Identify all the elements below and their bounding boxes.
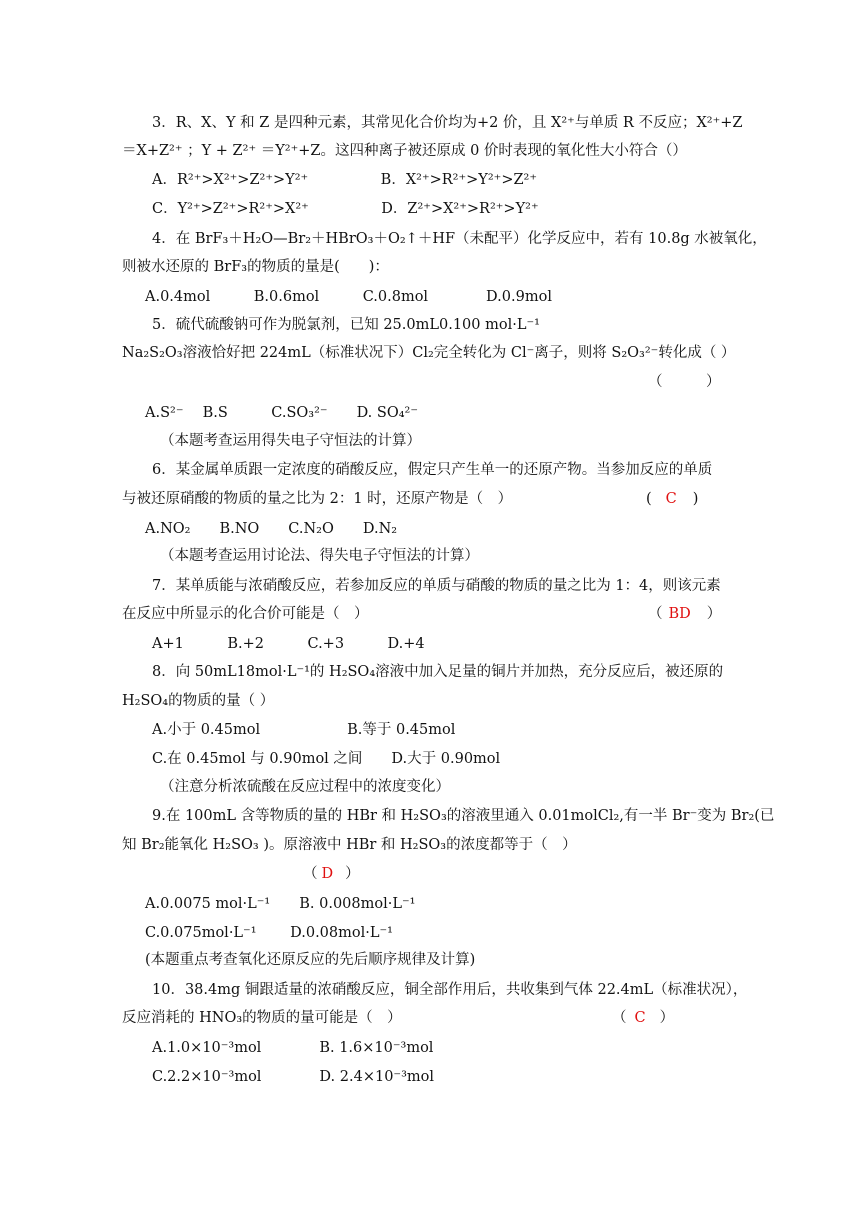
q7-stem-line2: 在反应中所显示的化合价可能是（ ） <box>122 606 369 622</box>
q3-options-ab: A．R²⁺>X²⁺>Z²⁺>Y²⁺ B．X²⁺>R²⁺>Y²⁺>Z²⁺ <box>152 172 538 188</box>
q9-options-ab: A.0.0075 mol·L⁻¹ B. 0.008mol·L⁻¹ <box>145 896 416 912</box>
q10-answer-open: （ <box>612 1010 627 1026</box>
q9-answer-value: D <box>321 866 334 882</box>
q6-answer-close: ) <box>692 491 699 507</box>
q10-answer <box>612 1008 674 1028</box>
q7-answer-close: ） <box>706 606 722 622</box>
q6-stem-line1: 6．某金属单质跟一定浓度的硝酸反应，假定只产生单一的还原产物。当参加反应的单质 <box>152 462 713 478</box>
q6-answer-value: C <box>665 491 677 507</box>
q8-stem-line2: H₂SO₄的物质的量（ ） <box>122 693 275 709</box>
q8-options-cd: C.在 0.45mol 与 0.90mol 之间 D.大于 0.90mol <box>152 751 501 767</box>
q10-stem-line2: 反应消耗的 HNO₃的物质的量可能是（ ） <box>122 1010 402 1026</box>
q4-stem-line2: 则被水还原的 BrF₃的物质的量是( )： <box>122 259 389 275</box>
q5-answer-blank: （ ） <box>648 374 721 390</box>
q4-stem-line1: 4．在 BrF₃＋H₂O—Br₂＋HBrO₃＋O₂↑＋HF（未配平）化学反应中，若有 10.8g 水被氧化， <box>152 231 767 247</box>
q6-stem-line2: 与被还原硝酸的物质的量之比为 2：1 时，还原产物是（ ） <box>122 491 513 507</box>
q9-stem-line2: 知 Br₂能氧化 H₂SO₃ )。原溶液中 HBr 和 H₂SO₃的浓度都等于（ ） <box>122 837 577 853</box>
q9-stem-line1: 9.在 100mL 含等物质的量的 HBr 和 H₂SO₃的溶液里通入 0.01molCl₂,有一半 Br⁻变为 Br₂(已 <box>152 808 775 824</box>
q8-stem-line1: 8．向 50mL18mol·L⁻¹的 H₂SO₄溶液中加入足量的铜片并加热，充分反应后，被还原的 <box>152 664 724 680</box>
q9-note: (本题重点考查氧化还原反应的先后顺序规律及计算) <box>145 952 476 968</box>
q9-options-cd: C.0.075mol·L⁻¹ D.0.08mol·L⁻¹ <box>145 925 393 941</box>
q5-stem-line2: Na₂S₂O₃溶液恰好把 224mL（标准状况下）Cl₂完全转化为 Cl⁻离子，则将 S₂O₃²⁻转化成（ ） <box>122 345 736 361</box>
q9-answer-close: ） <box>345 866 360 882</box>
q6-answer-open: ( <box>646 491 652 507</box>
q10-answer-close: ） <box>659 1010 675 1026</box>
q10-options-ab: A.1.0×10⁻³mol B. 1.6×10⁻³mol <box>152 1040 434 1056</box>
q4-options: A.0.4mol B.0.6mol C.0.8mol D.0.9mol <box>145 289 552 305</box>
q6-options: A.NO₂ B.NO C.N₂O D.N₂ <box>145 521 398 537</box>
q6-answer <box>646 489 698 509</box>
q8-options-ab: A.小于 0.45mol B.等于 0.45mol <box>152 722 456 738</box>
q3-stem-line2: ＝X+Z²⁺ ；Y + Z²⁺ ＝Y²⁺+Z。这四种离子被还原成 0 价时表现的氧化性大小符合（） <box>122 143 687 159</box>
q9-answer <box>303 864 360 884</box>
q5-note: （本题考查运用得失电子守恒法的计算） <box>160 433 421 449</box>
q5-options: A.S²⁻ B.S C.SO₃²⁻ D. SO₄²⁻ <box>145 405 419 421</box>
q7-stem-line1: 7．某单质能与浓硝酸反应，若参加反应的单质与硝酸的物质的量之比为 1：4，则该元素 <box>152 578 721 594</box>
q10-stem-line1: 10．38.4mg 铜跟适量的浓硝酸反应，铜全部作用后，共收集到气体 22.4mL（标准状况）， <box>152 982 748 998</box>
q8-note: （注意分析浓硫酸在反应过程中的浓度变化） <box>160 779 450 795</box>
q10-answer-value: C <box>634 1010 646 1026</box>
q7-options: A+1 B.+2 C.+3 D.+4 <box>152 636 425 652</box>
q3-stem-line1: 3．R、X、Y 和 Z 是四种元素，其常见化合价均为+2 价，且 X²⁺与单质 R 不反应；X²⁺+Z <box>152 115 743 131</box>
q6-note: （本题考查运用讨论法、得失电子守恒法的计算） <box>160 548 479 564</box>
q7-answer-value: BD <box>668 606 691 622</box>
q10-options-cd: C.2.2×10⁻³mol D. 2.4×10⁻³mol <box>152 1069 434 1085</box>
q9-answer-open: （ <box>303 866 318 882</box>
q3-options-cd: C．Y²⁺>Z²⁺>R²⁺>X²⁺ D．Z²⁺>X²⁺>R²⁺>Y²⁺ <box>152 201 539 217</box>
q7-answer-open: （ <box>648 606 663 622</box>
q7-answer <box>648 604 721 624</box>
q5-stem-line1: 5．硫代硫酸钠可作为脱氯剂，已知 25.0mL0.100 mol·L⁻¹ <box>152 317 540 333</box>
